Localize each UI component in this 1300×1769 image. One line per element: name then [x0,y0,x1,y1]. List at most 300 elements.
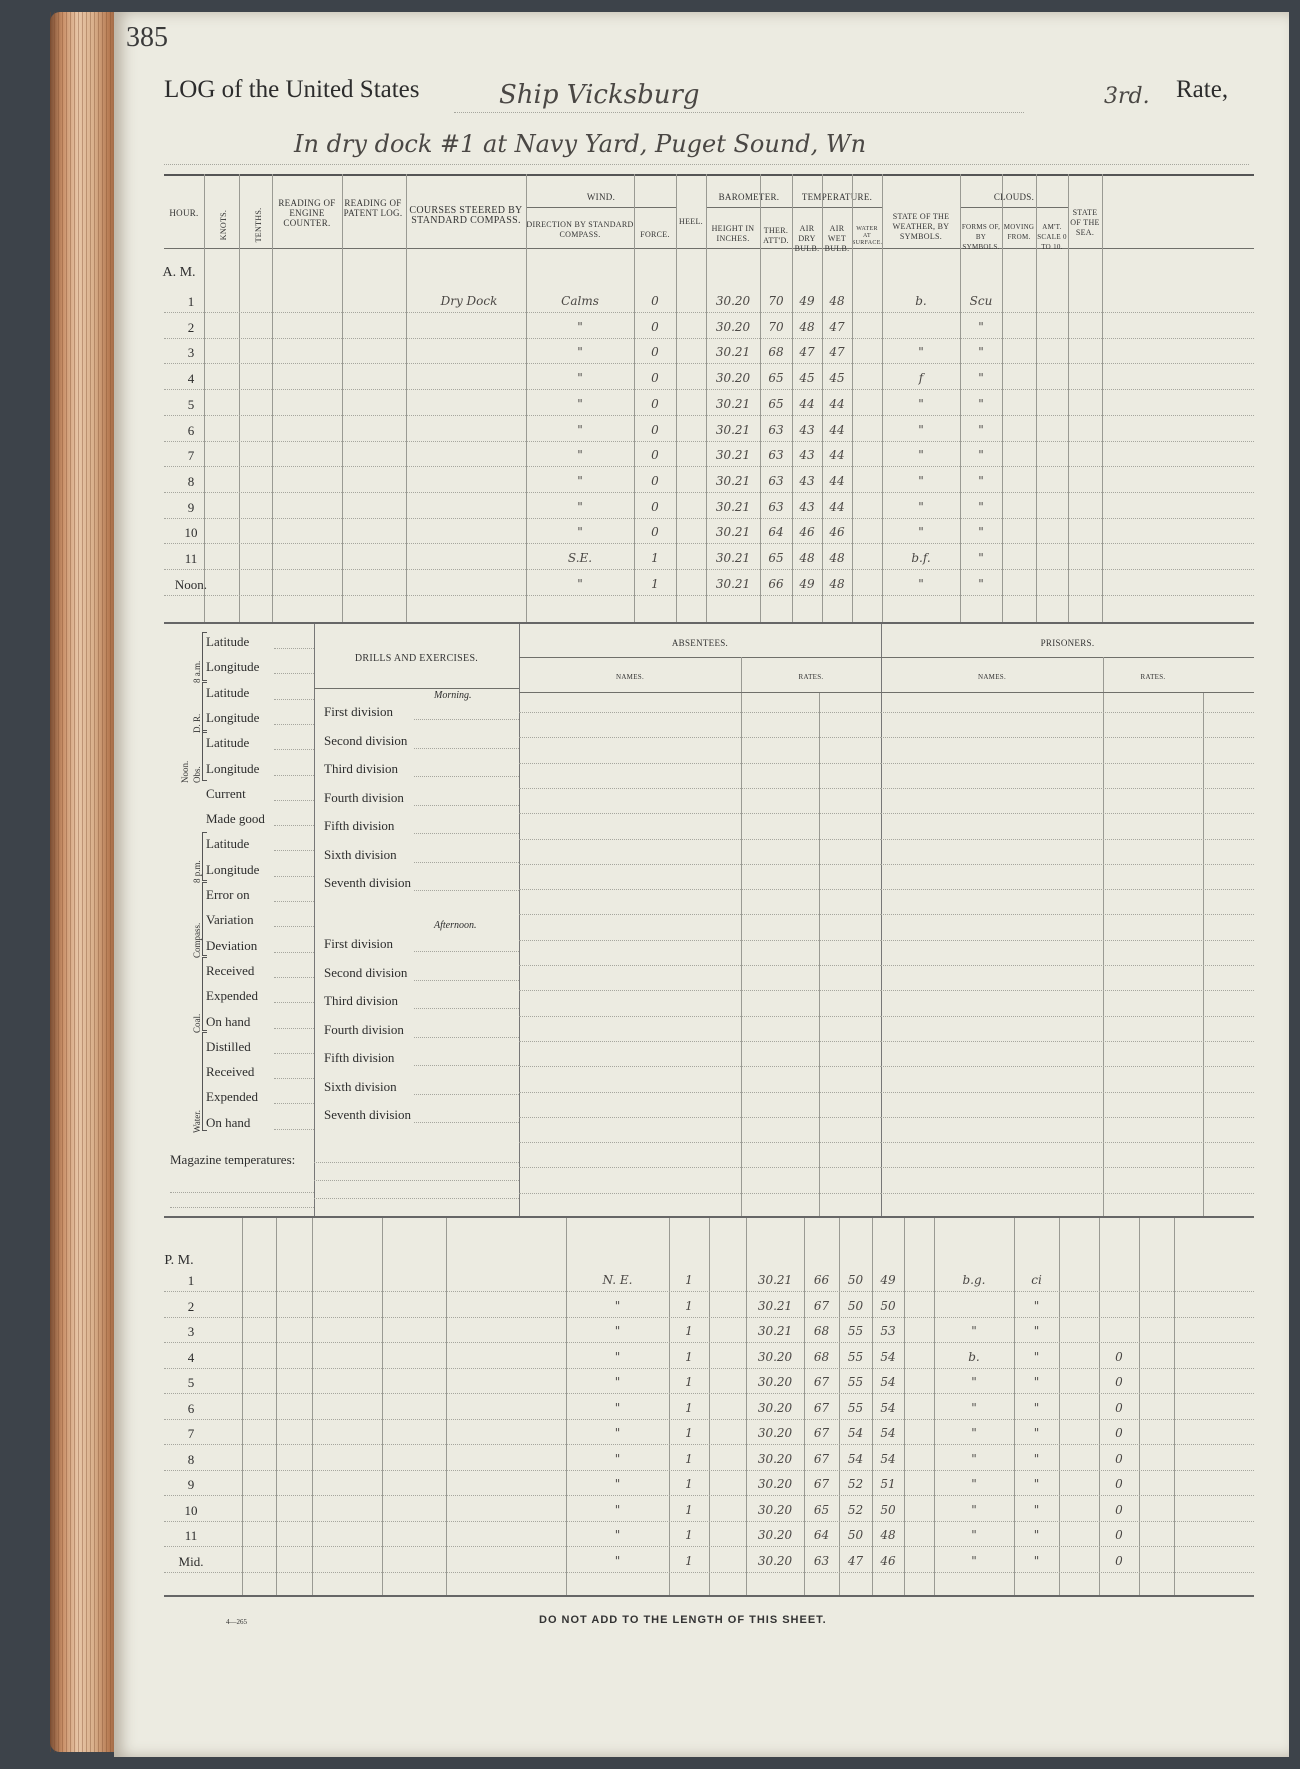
am-row-wind-direction: " [577,525,583,540]
am-row-air-wet: 44 [829,396,845,411]
prisoners-header: PRISONERS. [1040,638,1095,648]
rule [164,492,1254,493]
pm-row-air-dry: 55 [847,1375,864,1389]
hdr-tenths: TENTHS. [254,207,263,243]
pm-row-air-dry: 47 [847,1553,864,1568]
pm-row-hour: 11 [184,1528,198,1543]
pm-row-hour: 2 [187,1298,195,1314]
hdr-cloud-moving: MOVING FROM. [1003,223,1035,241]
rule [676,174,677,622]
am-row-wind-force: 0 [651,499,659,514]
rule [274,901,314,902]
rule [164,1342,1254,1343]
pm-row-cloud-amount: 0 [1115,1400,1123,1415]
pm-row-weather: b. [968,1349,980,1364]
pm-row-air-dry: 50 [847,1273,864,1287]
am-row-air-wet: 48 [829,294,845,308]
rule [519,940,881,941]
rule [741,657,742,1216]
pm-row-wind-force: 1 [685,1477,693,1491]
am-row-cloud-forms: " [978,319,984,334]
rule [314,688,519,689]
am-row-thermometer: 66 [768,576,784,591]
rule [519,1117,881,1118]
pm-row-weather: " [971,1451,977,1466]
rule [1139,1218,1140,1595]
am-row-wind-direction: " [577,448,583,463]
pm-row-air-dry: 55 [847,1400,864,1415]
nav-group-pm8: 8 p.m. [192,859,202,883]
nav-item: Current [206,785,246,801]
pm-row-wind-force: 1 [685,1273,693,1287]
am-row-thermometer: 64 [768,525,784,540]
rule [164,595,1254,596]
rule [881,712,1254,713]
pm-row-air-wet: 54 [880,1400,896,1415]
pm-row-hour: 5 [187,1375,195,1390]
hdr-wind: WIND. [586,192,616,202]
am-row-wind-force: 0 [651,473,659,488]
rule [414,890,519,891]
am-row-air-wet: 44 [829,448,845,463]
rule [446,1218,447,1595]
pm-row-wind-force: 1 [685,1349,693,1364]
prisoners-names: NAMES. [977,673,1007,681]
hdr-barometer: BAROMETER. [718,192,780,202]
am-row-hour: 10 [184,525,198,541]
rule [414,805,519,806]
pm-row-thermometer: 67 [813,1375,830,1389]
pm-row-air-dry: 54 [847,1426,864,1440]
page-number: 385 [126,22,168,53]
pm-row-barometer: 30.20 [757,1502,793,1517]
pm-row-thermometer: 66 [813,1273,830,1287]
absentees-header: ABSENTEES. [671,638,729,648]
rule [274,673,314,674]
afternoon-division-5: Fifth division [324,1050,395,1065]
pm-row-thermometer: 67 [813,1298,830,1313]
rule [274,952,314,953]
am-row-wind-direction: " [577,371,583,386]
rule [881,1142,1254,1143]
rule [819,692,820,1216]
am-row-wind-direction: " [577,345,583,360]
morning-division-1: First division [324,704,393,719]
morning-division-5: Fifth division [324,818,395,833]
pm-row-wind-direction: " [614,1426,621,1440]
afternoon-division-1: First division [324,936,393,951]
pm-row-barometer: 30.20 [757,1349,793,1364]
drills-morning: Morning. [434,690,472,701]
rule [519,813,881,814]
rule [170,1192,314,1193]
afternoon-division-2: Second division [324,964,408,980]
pm-row-cloud-forms: " [1033,1477,1040,1491]
pm-row-thermometer: 68 [813,1324,830,1338]
rule [164,248,1254,249]
am-row-hour: 4 [187,371,195,387]
pm-row-wind-direction: " [614,1324,621,1338]
nav-group-water: Water. [192,1110,202,1134]
rule [519,1167,881,1168]
rule [881,657,1254,658]
am-row-air-wet: 48 [829,551,845,565]
rule [274,1103,314,1104]
nav-item: Latitude [206,836,250,852]
rule [1068,174,1069,622]
nav-item: Variation [206,912,254,928]
pm-row-wind-force: 1 [685,1426,693,1440]
form-number: 4—265 [226,1618,247,1626]
nav-group-obs: Obs. [192,765,202,783]
rule [274,724,314,725]
rule [881,1041,1254,1042]
am-row-wind-force: 1 [651,576,659,591]
am-row-barometer: 30.21 [715,551,751,565]
rule [706,207,882,208]
rule [519,1193,881,1194]
am-row-air-wet: 44 [829,473,845,488]
morning-division-7: Seventh division [324,875,412,890]
rule [239,174,240,622]
rule [519,692,881,693]
title-printed: LOG of the United States [164,76,420,103]
rule [164,1291,1254,1292]
pm-row-thermometer: 67 [813,1426,830,1440]
rule [274,876,314,877]
am-row-air-dry: 43 [799,448,815,463]
pm-row-air-wet: 48 [880,1528,896,1542]
am-row-weather: " [918,345,924,360]
am-row-weather: " [918,576,924,591]
rule [274,926,314,927]
pm-row-cloud-amount: 0 [1115,1451,1123,1466]
hdr-temperature: TEMPERATURE. [801,192,873,202]
pm-row-cloud-amount: 0 [1115,1502,1123,1517]
nav-item: Expended [206,1089,258,1105]
pm-row-cloud-forms: ci [1031,1273,1042,1287]
am-row-weather: " [918,473,924,488]
rule [406,174,407,622]
am-row-cloud-forms: " [978,551,984,565]
nav-brace [202,1032,207,1131]
pm-row-cloud-forms: " [1033,1324,1040,1338]
rule [519,889,881,890]
pm-row-thermometer: 65 [813,1502,830,1517]
pm-row-cloud-forms: " [1033,1426,1040,1440]
am-row-wind-direction: " [577,396,583,411]
rule [519,788,881,789]
nav-item: Latitude [206,684,250,700]
rule [164,1393,1254,1394]
title-dotted-line [454,112,1024,113]
am-row-hour: 8 [187,473,195,489]
am-row-wind-force: 0 [651,345,659,360]
pm-row-barometer: 30.20 [757,1451,793,1466]
rule [164,389,1254,390]
drills-header: DRILLS AND EXERCISES. [354,653,479,664]
am-row-course: Dry Dock [440,294,498,308]
am-row-wind-direction: Calms [561,294,599,308]
rule [314,624,315,1216]
rule [881,940,1254,941]
rule [519,1092,881,1093]
prisoners-rates: RATES. [1140,673,1166,681]
rule [164,1521,1254,1522]
morning-division-6: Sixth division [324,846,397,862]
rule [314,1180,519,1181]
hdr-water: WATER AT SURFACE. [852,226,883,246]
rule [904,1218,905,1595]
am-row-hour: 11 [184,551,198,566]
hdr-sea: STATE OF THE SEA. [1070,208,1100,237]
nav-brace [202,882,207,956]
pm-row-cloud-forms: " [1033,1528,1040,1542]
pm-row-air-dry: 52 [847,1477,864,1491]
am-row-wind-force: 0 [651,422,659,437]
pm-row-cloud-amount: 0 [1115,1375,1123,1389]
am-row-wind-direction: " [577,473,583,488]
nav-group-am8: 8 a.m. [192,660,202,683]
nav-group-coal: Coal. [192,1013,202,1033]
pm-row-wind-force: 1 [685,1324,693,1338]
rule [312,1218,313,1595]
rule [414,1122,519,1123]
rule [414,748,519,749]
rule [164,569,1254,570]
pm-row-cloud-forms: " [1033,1400,1040,1415]
am-row-air-dry: 44 [799,396,815,411]
am-row-air-dry: 48 [799,551,815,565]
log-page [114,12,1289,1757]
rule [960,207,1068,208]
pm-row-thermometer: 68 [813,1349,830,1364]
rule [164,363,1254,364]
am-row-wind-force: 0 [651,319,659,334]
rule [881,914,1254,915]
rule [519,1041,881,1042]
pm-row-barometer: 30.20 [757,1400,793,1415]
pm-row-hour: 6 [187,1400,195,1416]
rule [519,864,881,865]
pm-row-wind-force: 1 [685,1375,693,1389]
rule [274,699,314,700]
hdr-wind-dir: DIRECTION BY STANDARD COMPASS. [526,220,634,239]
am-row-thermometer: 70 [768,294,784,308]
rule [274,648,314,649]
vessel-name: Ship Vicksburg [499,80,700,110]
am-row-barometer: 30.21 [715,422,751,437]
am-row-hour: 5 [187,396,195,412]
hdr-patent: READING OF PATENT LOG. [343,198,403,218]
rule [1102,174,1103,622]
rule [881,839,1254,840]
pm-row-wind-direction: " [614,1400,621,1415]
rule [164,1368,1254,1369]
nav-brace [202,632,207,681]
rule [274,775,314,776]
rule [881,864,1254,865]
am-row-wind-direction: " [577,422,583,437]
am-row-barometer: 30.21 [715,396,751,411]
rule [519,657,881,658]
pm-row-air-wet: 49 [880,1273,896,1287]
am-row-hour: Noon. [174,576,208,592]
am-row-weather: " [918,422,924,437]
pm-row-hour: 1 [187,1273,195,1288]
rule [164,1419,1254,1420]
nav-item: Longitude [206,760,260,776]
nav-item: Distilled [206,1038,251,1054]
pm-row-cloud-amount: 0 [1115,1553,1123,1568]
pm-row-barometer: 30.21 [757,1298,793,1313]
pm-row-cloud-amount: 0 [1115,1426,1123,1440]
nav-item: Longitude [206,659,260,675]
pm-row-hour: 7 [187,1426,195,1441]
rule [164,174,1254,176]
rule [164,622,1254,624]
am-row-air-wet: 48 [829,576,845,591]
pm-row-cloud-forms: " [1033,1553,1040,1568]
rule [881,1117,1254,1118]
rule [881,889,1254,890]
rule [274,825,314,826]
am-row-air-dry: 45 [799,371,815,386]
nav-group-noon: Noon. [180,760,190,784]
rule [881,1092,1254,1093]
am-row-barometer: 30.21 [715,499,751,514]
rule [519,990,881,991]
pm-row-weather: " [971,1324,977,1338]
pm-row-wind-force: 1 [685,1451,693,1466]
rule [274,977,314,978]
rule [881,1167,1254,1168]
am-row-weather: " [918,499,924,514]
am-row-thermometer: 65 [768,371,784,386]
am-row-cloud-forms: " [978,576,984,591]
am-row-weather: f [918,371,924,386]
pm-row-cloud-forms: " [1033,1375,1040,1389]
am-row-air-dry: 49 [799,576,815,591]
am-row-weather: b.f. [911,551,931,565]
nav-item: Latitude [206,634,250,649]
rate-value: 3rd. [1104,84,1150,109]
rule [881,1066,1254,1067]
rule [276,1218,277,1595]
pm-row-thermometer: 67 [813,1400,830,1415]
rule [274,1002,314,1003]
pm-row-air-wet: 53 [880,1324,896,1338]
pm-row-barometer: 30.20 [757,1426,793,1440]
pm-row-cloud-amount: 0 [1115,1528,1123,1542]
nav-item: Error on [206,887,250,902]
am-row-hour: 1 [187,294,195,309]
am-row-hour: 3 [187,345,195,361]
rule [164,338,1254,339]
morning-division-3: Third division [324,761,399,776]
rule [164,1317,1254,1318]
pm-row-hour: 3 [187,1324,195,1339]
am-row-thermometer: 63 [768,448,784,463]
am-row-thermometer: 68 [768,345,784,360]
am-row-air-wet: 45 [829,371,845,386]
nav-item: Received [206,1064,255,1080]
rule [881,737,1254,738]
rule [519,839,881,840]
rule [314,1162,519,1163]
pm-row-air-dry: 50 [847,1528,864,1542]
am-row-cloud-forms: Scu [969,294,993,308]
am-row-hour: 9 [187,499,195,515]
hdr-cloud-amount: AM'T. SCALE 0 TO 10. [1037,223,1067,251]
hdr-heel: HEEL. [679,217,703,226]
rule [881,692,1254,693]
rule [414,719,519,720]
rule [414,1037,519,1038]
hdr-air-dry: AIR DRY BULB. [794,224,820,253]
pm-row-barometer: 30.21 [757,1273,793,1287]
pm-row-thermometer: 63 [813,1553,830,1568]
am-row-thermometer: 63 [768,473,784,488]
afternoon-division-3: Third division [324,993,399,1008]
rule [414,980,519,981]
location-dotted-line [164,164,1249,165]
am-row-weather: b. [915,294,927,308]
am-row-air-dry: 47 [799,345,815,360]
pm-row-hour: 9 [187,1477,195,1492]
pm-row-air-dry: 50 [847,1298,864,1313]
am-row-hour: 2 [187,319,195,335]
pm-row-thermometer: 67 [813,1477,830,1491]
rate-label: Rate, [1176,76,1229,103]
hdr-clouds: CLOUDS. [993,192,1035,202]
pm-row-hour: 8 [187,1451,195,1467]
rule [881,965,1254,966]
rule [881,990,1254,991]
nav-group-dr: D. R. [192,713,202,733]
am-row-cloud-forms: " [978,473,984,488]
pm-row-air-wet: 54 [880,1375,896,1389]
rule [342,174,343,622]
nav-item: Received [206,962,255,978]
am-row-weather: " [918,448,924,463]
afternoon-division-6: Sixth division [324,1078,397,1094]
hdr-engine: READING OF ENGINE COUNTER. [278,198,336,228]
pm-row-weather: " [971,1502,977,1517]
morning-division-2: Second division [324,732,408,748]
pm-row-wind-direction: " [614,1553,621,1568]
rule [314,1198,519,1199]
am-row-cloud-forms: " [978,499,984,514]
pm-row-air-wet: 50 [880,1298,896,1313]
rule [519,712,881,713]
rule [519,1016,881,1017]
rule [274,1078,314,1079]
pm-row-barometer: 30.20 [757,1553,793,1568]
pm-row-weather: b.g. [962,1273,986,1287]
am-row-barometer: 30.20 [715,371,751,386]
rule [414,951,519,952]
pm-row-weather: " [971,1426,977,1440]
pm-row-wind-force: 1 [685,1400,693,1415]
rule [164,1495,1254,1496]
rule [414,862,519,863]
rule [274,749,314,750]
am-row-air-wet: 46 [829,525,845,540]
rule [164,1572,1254,1573]
magazine-temperatures: Magazine temperatures: [170,1152,296,1167]
am-row-barometer: 30.20 [715,294,751,308]
